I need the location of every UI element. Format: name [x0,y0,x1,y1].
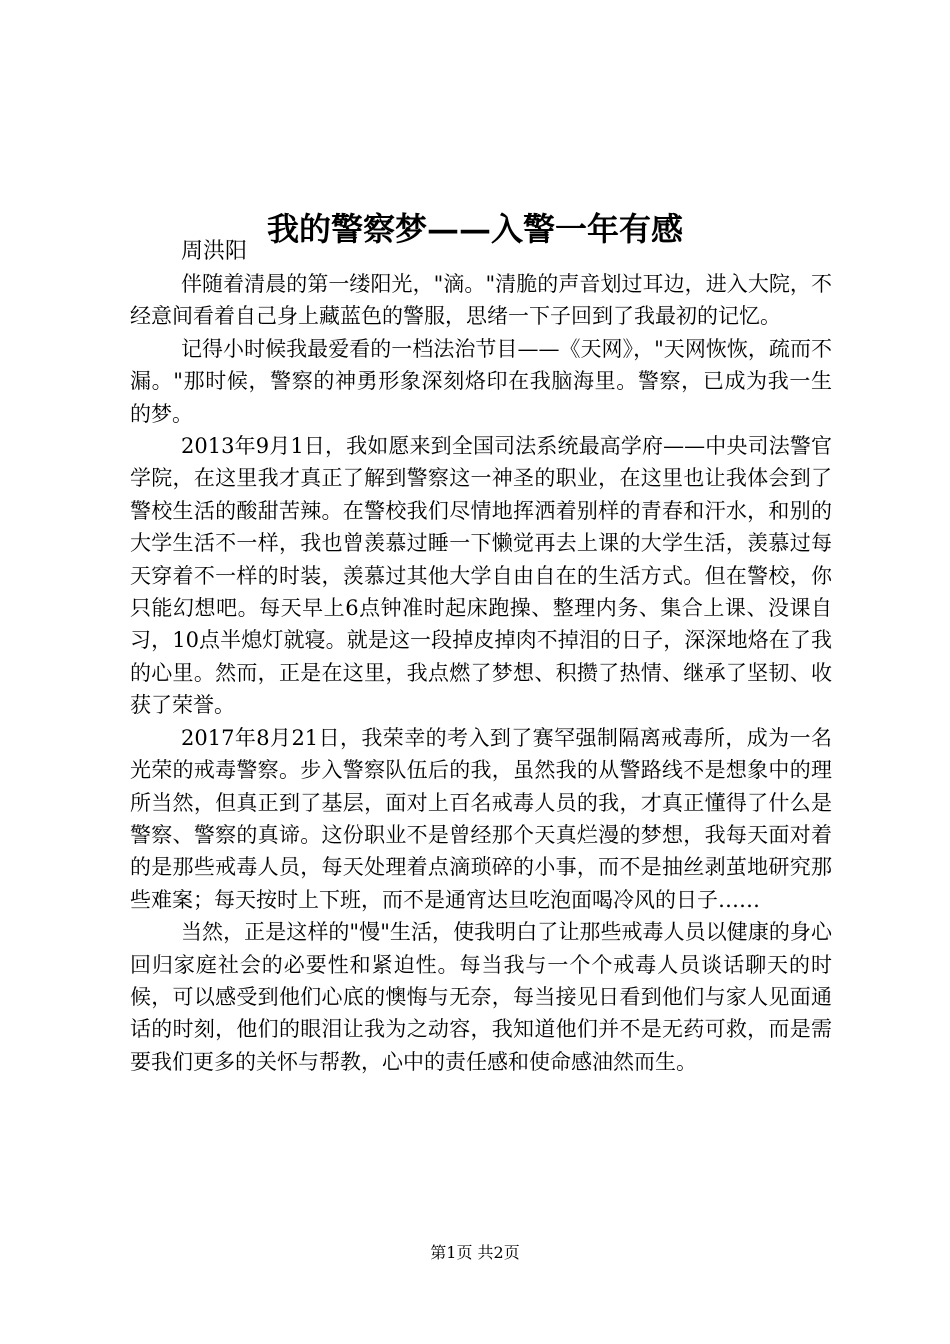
paragraph: 2013年9月1日，我如愿来到全国司法系统最高学府——中央司法警官学院，在这里我才真正了解到警察这一神圣的职业，在这里也让我体会到了警校生活的酸甜苦辣。在警校我们尽情地挥洒着别样的青春和汗水，和别的大学生活不一样，我也曾羡慕过睡一下懒觉再去上课的大学生活，羡慕过每天穿着不一样的时装，羡慕过其他大学自由自在的生活方式。但在警校，你只能幻想吧。每天早上6点钟准时起床跑操、整理内务、集合上课、没课自习，10点半熄灯就寝。就是这一段掉皮掉肉不掉泪的日子，深深地烙在了我的心里。然而，正是在这里，我点燃了梦想、积攒了热情、继承了坚韧、收获了荣誉。 [130,434,832,718]
paragraph: 当然，正是这样的"慢"生活，使我明白了让那些戒毒人员以健康的身心回归家庭社会的必要性和紧迫性。每当我与一个个戒毒人员谈话聊天的时候，可以感受到他们心底的懊悔与无奈，每当接见日看到他们与家人见面通话的时刻，他们的眼泪让我为之动容，我知道他们并不是无药可救，而是需要我们更多的关怀与帮教，心中的责任感和使命感油然而生。 [130,920,832,1074]
author-name: 周洪阳 [181,239,248,264]
paragraph: 记得小时候我最爱看的一档法治节目——《天网》，"天网恢恢，疏而不漏。"那时候，警察的神勇形象深刻烙印在我脑海里。警察，已成为我一生的梦。 [130,336,832,426]
document-body [130,268,832,1078]
paragraph: 伴随着清晨的第一缕阳光，"滴。"清脆的声音划过耳边，进入大院，不经意间看着自己身上藏蓝色的警服，思绪一下子回到了我最初的记忆。 [130,272,832,329]
document-title: 我的警察梦——入警一年有感 [266,210,683,249]
page-footer: 第1页 共2页 [430,1243,520,1262]
paragraph: 2017年8月21日，我荣幸的考入到了赛罕强制隔离戒毒所，成为一名光荣的戒毒警察。步入警察队伍后的我，虽然我的从警路线不是想象中的理所当然，但真正到了基层，面对上百名戒毒人员的我，才真正懂得了什么是警察、警察的真谛。这份职业不是曾经那个天真烂漫的梦想，我每天面对着的是那些戒毒人员，每天处理着点滴琐碎的小事，而不是抽丝剥茧地研究那些难案；每天按时上下班，而不是通宵达旦吃泡面喝冷风的日子…… [130,725,832,912]
